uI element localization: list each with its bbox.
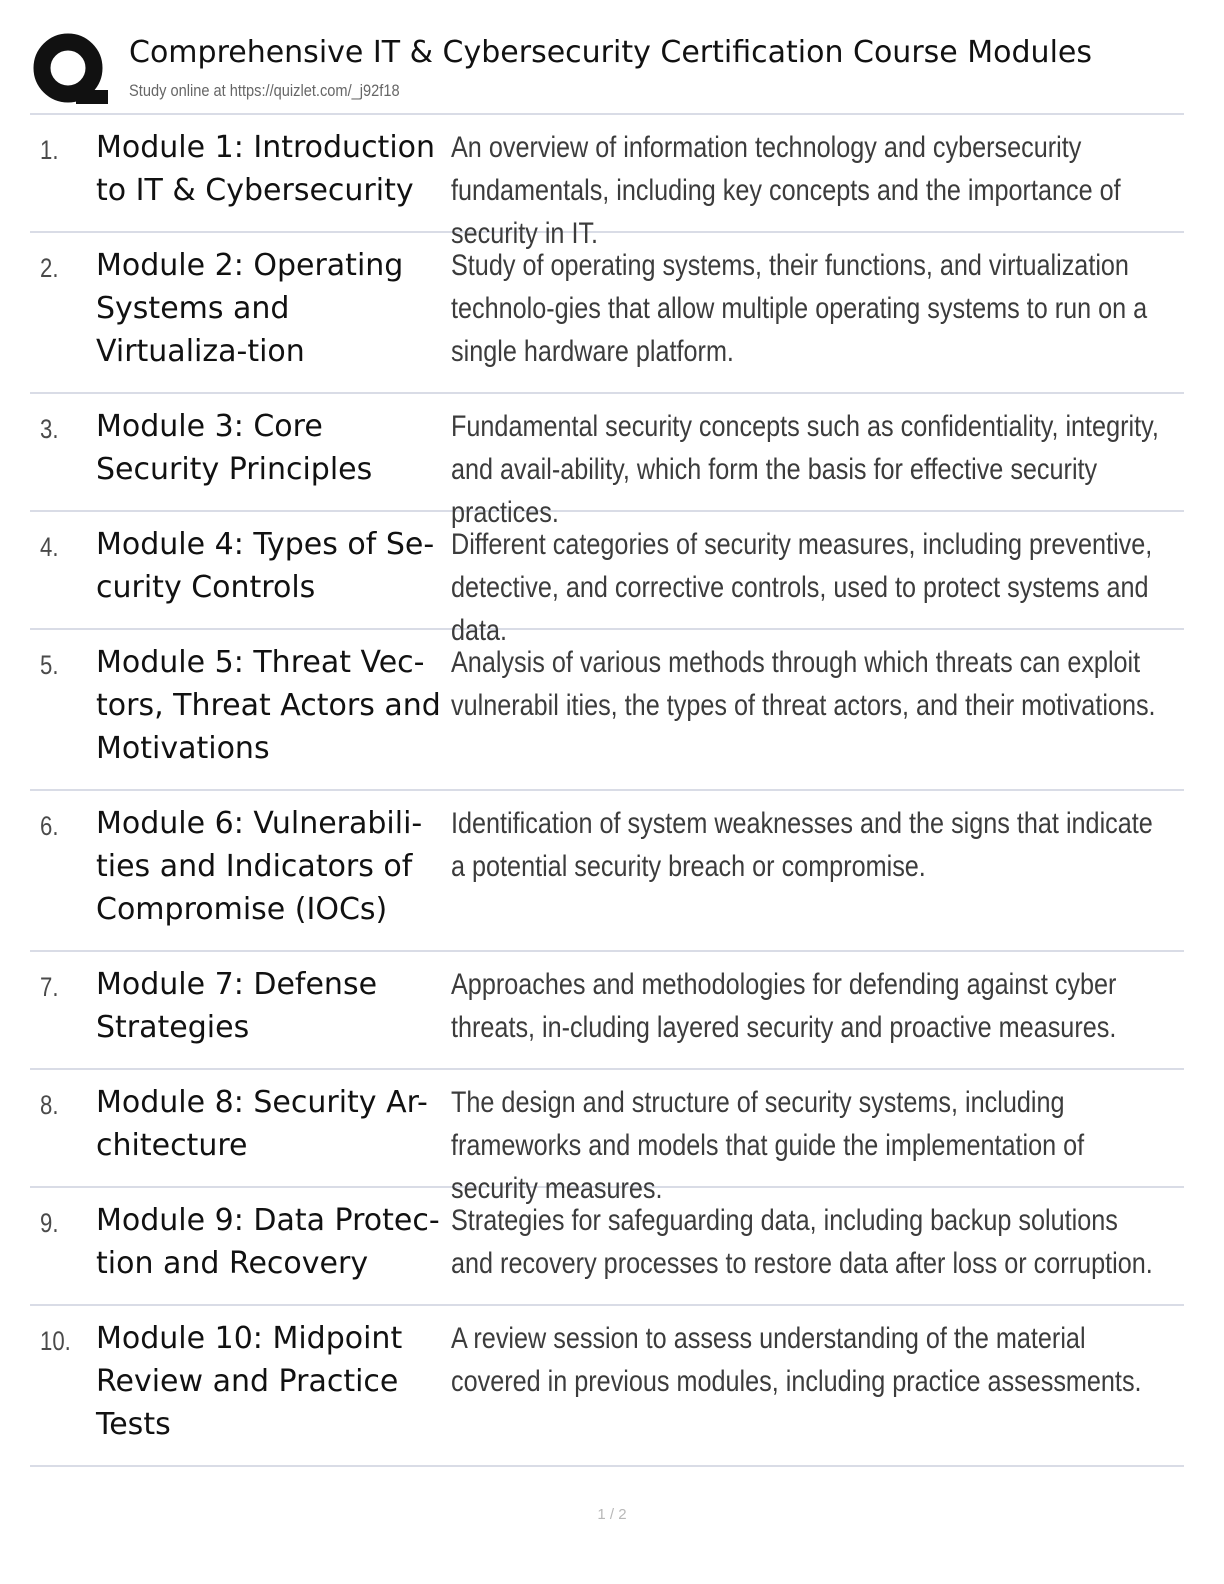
item-term: Module 7: Defense Strategies: [96, 967, 378, 1045]
item-number: 3.: [40, 414, 59, 444]
list-item-module-7: [30, 952, 1184, 1070]
list-item-module-10: [30, 1306, 1184, 1467]
item-term: Module 2: Operating Systems and Virtualiza-tion: [96, 248, 404, 369]
list-item-module-2: [30, 233, 1184, 394]
item-definition: The design and structure of security systems, including frameworks and models that guide the implementation of security measures.: [451, 1086, 1085, 1205]
item-term: Module 9: Data Protec-tion and Recovery: [96, 1203, 440, 1281]
item-term: Module 5: Threat Vec-tors, Threat Actors and Motivations: [96, 645, 441, 766]
item-definition: Approaches and methodologies for defending against cyber threats, in-cluding layered security and proactive measures.: [451, 968, 1117, 1044]
item-term: Module 4: Types of Se-curity Controls: [96, 527, 435, 605]
item-definition: Analysis of various methods through which threats can exploit vulnerabil ities, the types of threat actors, and their motivations.: [451, 646, 1156, 722]
item-number: 7.: [40, 972, 59, 1002]
list-item-module-6: [30, 791, 1184, 952]
item-term: Module 1: Introduction to IT & Cybersecurity: [96, 130, 436, 208]
quizlet-q-logo-icon: [32, 32, 108, 108]
item-definition: Study of operating systems, their functions, and virtualization technolo-gies that allow multiple operating systems to run on a single hardware platform.: [451, 249, 1148, 368]
list-item-module-4: [30, 512, 1184, 647]
study-online-link[interactable]: Study online at https://quizlet.com/_j92f18: [129, 81, 400, 100]
item-number: 10.: [40, 1326, 71, 1356]
item-term: Module 8: Security Ar-chitecture: [96, 1085, 428, 1163]
item-number: 1.: [40, 135, 59, 165]
item-number: 4.: [40, 532, 59, 562]
item-number: 6.: [40, 811, 59, 841]
list-item-module-1: [30, 115, 1184, 250]
item-definition: Different categories of security measures, including preventive, detective, and corrective controls, used to protect systems and data.: [451, 528, 1153, 647]
list-item-module-3: [30, 394, 1184, 529]
item-definition: Strategies for safeguarding data, including backup solutions and recovery processes to restore data after loss or corruption.: [451, 1204, 1153, 1280]
item-term: Module 6: Vulnerabili-ties and Indicators of Compromise (IOCs): [96, 806, 423, 927]
page-header: [30, 28, 1184, 112]
list-item-module-5: [30, 630, 1184, 791]
list-item-module-8: [30, 1070, 1184, 1205]
item-number: 5.: [40, 650, 59, 680]
page-number: 1 / 2: [597, 1506, 627, 1523]
item-definition: An overview of information technology and cybersecurity fundamentals, including key concepts and the importance of security in IT.: [451, 131, 1121, 250]
item-number: 8.: [40, 1090, 59, 1120]
item-definition: A review session to assess understanding of the material covered in previous modules, including practice assessments.: [451, 1322, 1142, 1398]
item-term: Module 3: Core Security Principles: [96, 409, 373, 487]
item-number: 2.: [40, 253, 59, 283]
item-number: 9.: [40, 1208, 59, 1238]
module-list: [30, 115, 1184, 1467]
item-definition: Identification of system weaknesses and the signs that indicate a potential security breach or compromise.: [451, 807, 1153, 883]
page-title: Comprehensive IT & Cybersecurity Certification Course Modules: [129, 35, 1092, 70]
item-term: Module 10: Midpoint Review and Practice Tests: [96, 1321, 403, 1442]
list-item-module-9: [30, 1188, 1184, 1306]
item-definition: Fundamental security concepts such as confidentiality, integrity, and avail-ability, which form the basis for effective security practices.: [451, 410, 1159, 529]
